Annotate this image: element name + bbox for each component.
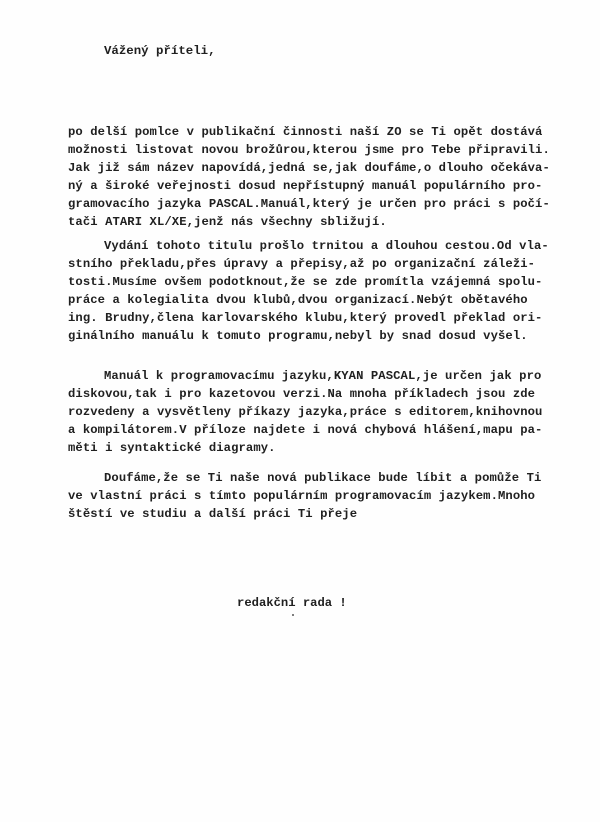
paragraph-1-line-2: možnosti listovat novou brožůrou,kterou jsme pro Tebe připravili. xyxy=(68,143,550,157)
ink-speck xyxy=(292,614,294,616)
paragraph-4-line-3: štěstí ve studiu a další práci Ti přeje xyxy=(68,507,358,521)
paragraph-4-line-2: ve vlastní práci s tímto populárním programovacím jazykem.Mnoho xyxy=(68,489,536,503)
paragraph-3-line-1: Manuál k programovacímu jazyku,KYAN PASCAL,je určen jak pro xyxy=(104,369,542,383)
paragraph-1-line-5: gramovacího jazyka PASCAL.Manuál,který je určen pro práci s počí- xyxy=(68,197,550,211)
paragraph-2-line-2: stního překladu,přes úpravy a přepisy,až po organizační záleži- xyxy=(68,257,536,271)
paragraph-1-line-3: Jak již sám název napovídá,jedná se,jak doufáme,o dlouho očekáva- xyxy=(68,161,550,175)
paragraph-2-line-3: tosti.Musíme ovšem podotknout,že se zde promítla vzájemná spolu- xyxy=(68,275,543,289)
paragraph-1-line-1: po delší pomlce v publikační činnosti naší ZO se Ti opět dostává xyxy=(68,125,543,139)
paragraph-1-line-4: ný a široké veřejnosti dosud nepřístupný manuál populárního pro- xyxy=(68,179,543,193)
paragraph-3-line-5: měti i syntaktické diagramy. xyxy=(68,441,276,455)
paragraph-3-line-3: rozvedeny a vysvětleny příkazy jazyka,práce s editorem,knihovnou xyxy=(68,405,543,419)
paragraph-4-line-1: Doufáme,že se Ti naše nová publikace bude líbit a pomůže Ti xyxy=(104,471,542,485)
signature: redakční rada ! xyxy=(237,596,347,610)
salutation: Vážený příteli, xyxy=(104,44,216,58)
paragraph-2-line-6: ginálního manuálu k tomuto programu,nebyl by snad dosud vyšel. xyxy=(68,329,528,343)
paragraph-3-line-2: diskovou,tak i pro kazetovou verzi.Na mnoha příkladech jsou zde xyxy=(68,387,536,401)
paragraph-3-line-4: a kompilátorem.V příloze najdete i nová chybová hlášení,mapu pa- xyxy=(68,423,543,437)
paragraph-2-line-1: Vydání tohoto titulu prošlo trnitou a dlouhou cestou.Od vla- xyxy=(104,239,549,253)
paragraph-2-line-5: ing. Brudny,člena karlovarského klubu,který provedl překlad ori- xyxy=(68,311,543,325)
paragraph-2-line-4: práce a kolegialita dvou klubů,dvou organizací.Nebýt obětavého xyxy=(68,293,528,307)
paragraph-1-line-6: tači ATARI XL/XE,jenž nás všechny sbližují. xyxy=(68,215,387,229)
